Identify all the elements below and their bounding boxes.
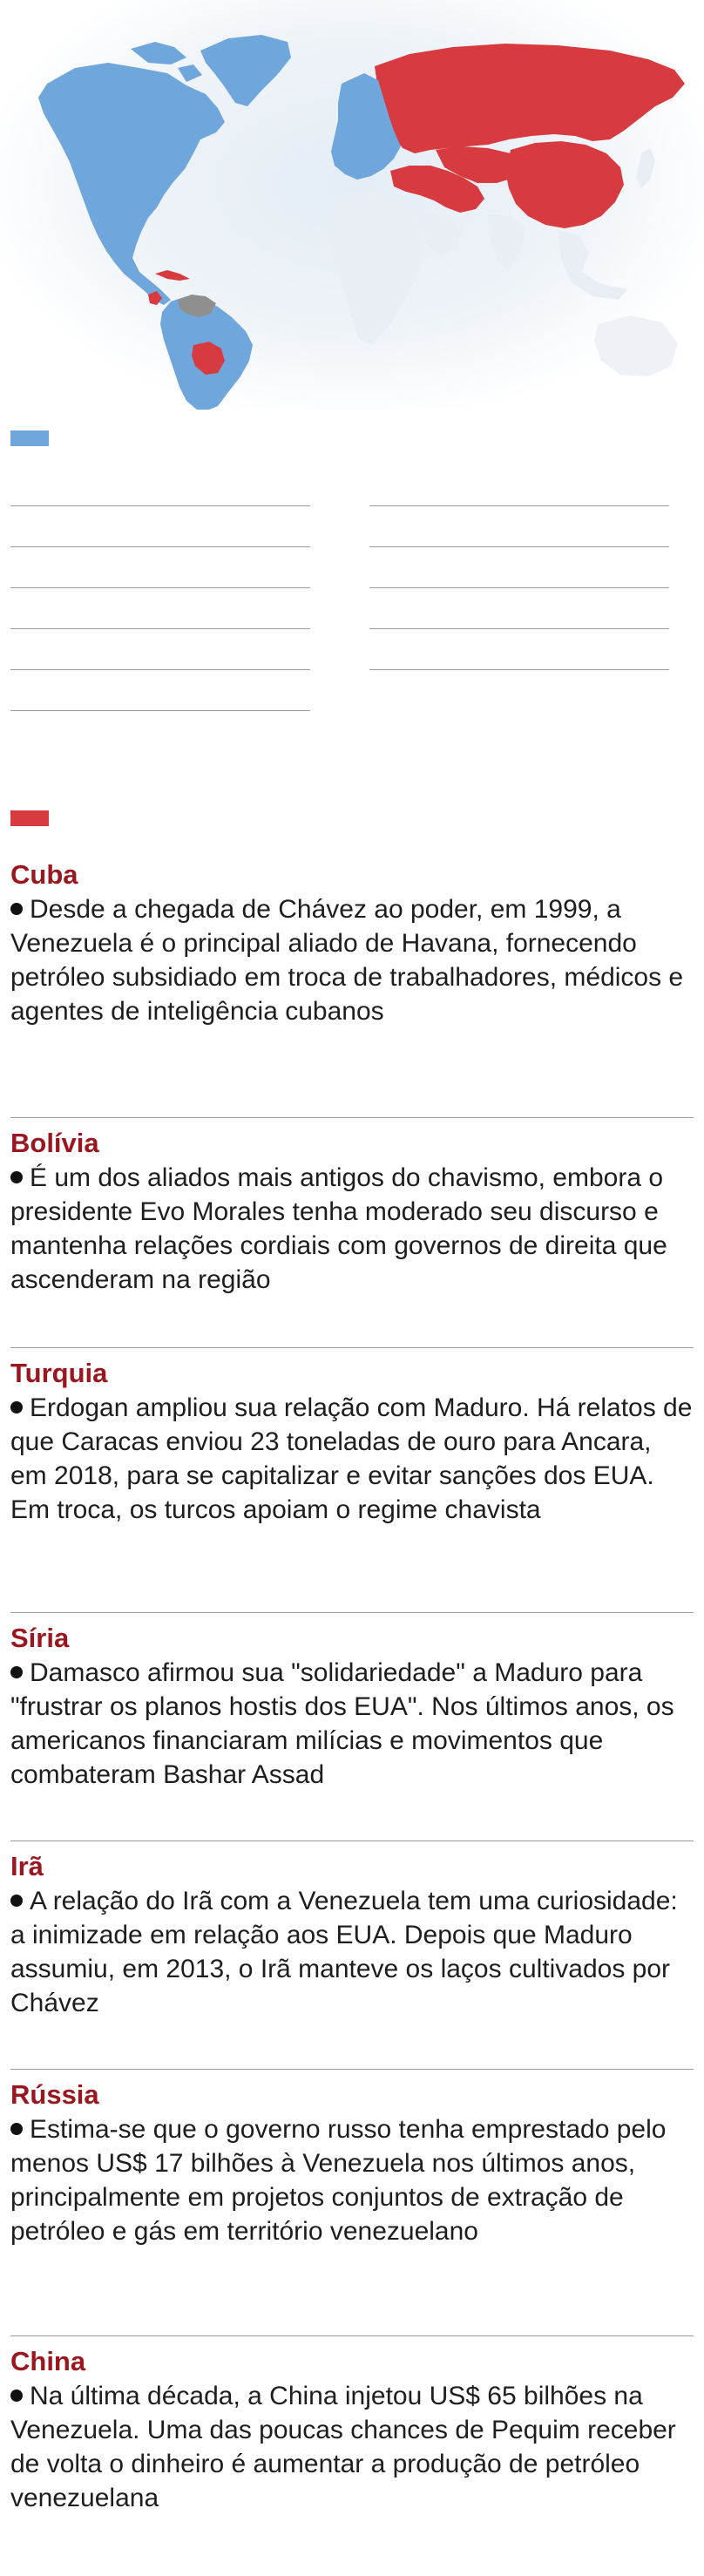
country-name: Irã [10,1851,44,1881]
japan-shape [636,148,655,188]
country-turkey [10,1356,694,1527]
divider [10,1612,694,1613]
blank-line [10,710,310,711]
country-iran [10,1849,694,2020]
country-description: Na última década, a China injetou US$ 65 bilhões na Venezuela. Uma das poucas chances de Pequim receber de volta o dinheiro é aumentar a produção de petróleo venezuelana [10,2382,676,2512]
blank-line [10,546,310,547]
north-america-shape [38,63,225,305]
blank-line [369,546,669,547]
divider [10,2335,694,2336]
country-china [10,2344,694,2515]
country-bolivia [10,1126,694,1297]
country-name: China [10,2346,86,2376]
blank-line [369,587,669,588]
bullet-icon [10,1666,23,1678]
southeast-asia-shape [558,230,627,300]
bullet-icon [10,1171,23,1183]
divider [10,1347,694,1348]
country-description: Estima-se que o governo russo tenha emprestado pelo menos US$ 17 bilhões à Venezuela nos últimos anos, principalmente em projetos conjuntos de extração de petróleo e gás em território venezuelano [10,2115,667,2246]
blank-line [10,669,310,670]
blank-line [369,669,669,670]
china-shape [505,141,624,228]
legend-supporters-swatch [10,810,49,826]
blank-line [369,505,669,506]
divider [10,2069,694,2070]
divider [10,1117,694,1118]
blank-line [369,628,669,629]
country-description: Damasco afirmou sua "solidariedade" a Maduro para "frustrar os planos hostis dos EUA". Nos últimos anos, os americanos financiaram milícias e movimentos que combateram Bashar Assad [10,1658,674,1789]
blank-line [10,628,310,629]
india-shape [488,214,526,272]
bullet-icon [10,1895,23,1907]
arabia-shape [418,209,462,256]
bullet-icon [10,903,23,915]
blank-line [10,587,310,588]
russia-shape [375,44,685,153]
country-name: Cuba [10,859,78,890]
world-map [0,0,704,410]
country-name: Rússia [10,2079,99,2110]
country-name: Bolívia [10,1128,99,1158]
bullet-icon [10,1401,23,1413]
country-russia [10,2078,694,2248]
country-description: É um dos aliados mais antigos do chavismo, embora o presidente Evo Morales tenha moderado seu discurso e mantenha relações cordiais com governos de direita que ascenderam na região [10,1163,667,1294]
bullet-icon [10,2123,23,2135]
country-name: Síria [10,1623,70,1653]
bullet-icon [10,2390,23,2402]
africa-shape [328,192,423,345]
country-description: Erdogan ampliou sua relação com Maduro. Há relatos de que Caracas enviou 23 toneladas de ouro para Ancara, em 2018, para se capitalizar e evitar sanções dos EUA. Em troca, os turcos apoiam o regime chavista [10,1393,693,1524]
country-name: Turquia [10,1358,108,1388]
world-map-svg [0,0,704,410]
australia-shape [594,315,678,376]
blank-line [10,505,310,506]
country-description: Desde a chegada de Chávez ao poder, em 1999, a Venezuela é o principal aliado de Havana, fornecendo petróleo subsidiado em troca de trabalhadores, médicos e agentes de inteligência cubanos [10,895,684,1026]
country-syria [10,1621,694,1792]
country-cuba [10,858,694,1028]
cuba-shape [155,270,190,281]
divider [10,1840,694,1841]
country-description: A relação do Irã com a Venezuela tem uma curiosidade: a inimizade em relação aos EUA. Depois que Maduro assumiu, em 2013, o Irã manteve os laços cultivados por Chávez [10,1887,678,2017]
legend-allies-swatch [10,430,49,446]
greenland-shape [200,35,291,106]
